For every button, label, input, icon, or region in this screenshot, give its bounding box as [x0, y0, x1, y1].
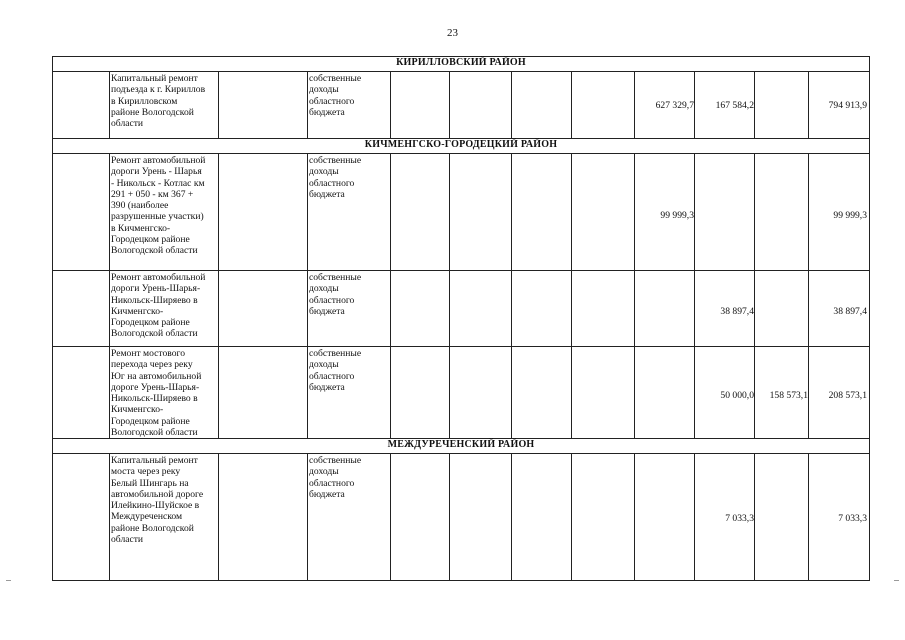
table-rule	[52, 580, 870, 581]
table-rule	[808, 71, 809, 138]
row-value-2: 50 000,0	[720, 390, 754, 401]
table-rule	[307, 453, 308, 580]
table-rule	[808, 153, 809, 438]
row-description: Ремонт автомобильной дороги Урень-Шарья- Никольск-Ширяево в Кичменгско- Городецком районе Вологодской области	[111, 272, 206, 340]
table-rule	[634, 453, 635, 580]
table-rule	[511, 71, 512, 138]
table-rule	[449, 453, 450, 580]
table-rule	[109, 71, 110, 138]
table-rule	[218, 453, 219, 580]
table-rule	[808, 453, 809, 580]
table-rule	[390, 71, 391, 138]
row-total: 38 897,4	[833, 306, 867, 317]
row-funding-source: собственные доходы областного бюджета	[309, 455, 362, 500]
table-rule	[52, 71, 870, 72]
row-value-3: 158 573,1	[769, 390, 808, 401]
table-rule	[52, 453, 870, 454]
table-rule	[869, 56, 870, 581]
row-description: Капитальный ремонт подъезда к г. Кириллов в Кирилловском районе Вологодской области	[111, 73, 206, 130]
table-rule	[390, 153, 391, 438]
table-rule	[571, 71, 572, 138]
row-description: Ремонт автомобильной дороги Урень - Шарья - Никольск - Котлас км 291 + 050 - км 367 + 390 (наиболее разрушенные участки) в Кичменгско- Городецком районе Вологодской области	[111, 155, 206, 257]
row-value-1: 99 999,3	[660, 210, 694, 221]
table-rule	[754, 71, 755, 138]
table-rule	[449, 153, 450, 438]
table-rule	[511, 453, 512, 580]
table-rule	[449, 71, 450, 138]
row-value-2: 38 897,4	[720, 306, 754, 317]
row-value-2: 167 584,2	[715, 100, 754, 111]
table-rule	[754, 153, 755, 438]
table-rule	[754, 453, 755, 580]
table-rule	[52, 56, 53, 581]
table-rule	[52, 346, 870, 347]
row-total: 794 913,9	[828, 100, 867, 111]
table-rule	[307, 153, 308, 438]
table-rule	[694, 153, 695, 438]
table-rule	[694, 71, 695, 138]
row-total: 99 999,3	[833, 210, 867, 221]
row-description: Ремонт мостового перехода через реку Юг на автомобильной дороге Урень-Шарья- Никольск-Ширяево в Кичменгско- Городецком районе Вологодской области	[111, 348, 202, 439]
table-rule	[571, 153, 572, 438]
scan-edge-mark	[894, 580, 899, 581]
table-rule	[634, 71, 635, 138]
row-value-1: 627 329,7	[655, 100, 694, 111]
section-heading-kirillovsky: КИРИЛЛОВСКИЙ РАЙОН	[396, 57, 526, 68]
table-rule	[571, 453, 572, 580]
table-rule	[109, 153, 110, 438]
scan-edge-mark	[6, 580, 11, 581]
table-rule	[307, 71, 308, 138]
table-rule	[390, 453, 391, 580]
table-rule	[511, 153, 512, 438]
row-total: 7 033,3	[838, 513, 867, 524]
row-value-2: 7 033,3	[725, 513, 754, 524]
table-rule	[52, 153, 870, 154]
row-funding-source: собственные доходы областного бюджета	[309, 155, 362, 200]
table-rule	[634, 153, 635, 438]
page-number: 23	[447, 27, 458, 39]
row-funding-source: собственные доходы областного бюджета	[309, 272, 362, 317]
section-heading-kichmengsko-gorodetsky: КИЧМЕНГСКО-ГОРОДЕЦКИЙ РАЙОН	[364, 139, 558, 150]
table-rule	[52, 270, 870, 271]
row-description: Капитальный ремонт моста через реку Белый Шингарь на автомобильной дороге Илейкино-Шуйское в Междуреченском районе Вологодской области	[111, 455, 204, 546]
table-rule	[109, 453, 110, 580]
row-total: 208 573,1	[828, 390, 867, 401]
table-rule	[218, 71, 219, 138]
table-rule	[218, 153, 219, 438]
row-funding-source: собственные доходы областного бюджета	[309, 348, 362, 393]
row-funding-source: собственные доходы областного бюджета	[309, 73, 362, 118]
section-heading-mezhdurechensky: МЕЖДУРЕЧЕНСКИЙ РАЙОН	[387, 439, 535, 450]
table-rule	[694, 453, 695, 580]
